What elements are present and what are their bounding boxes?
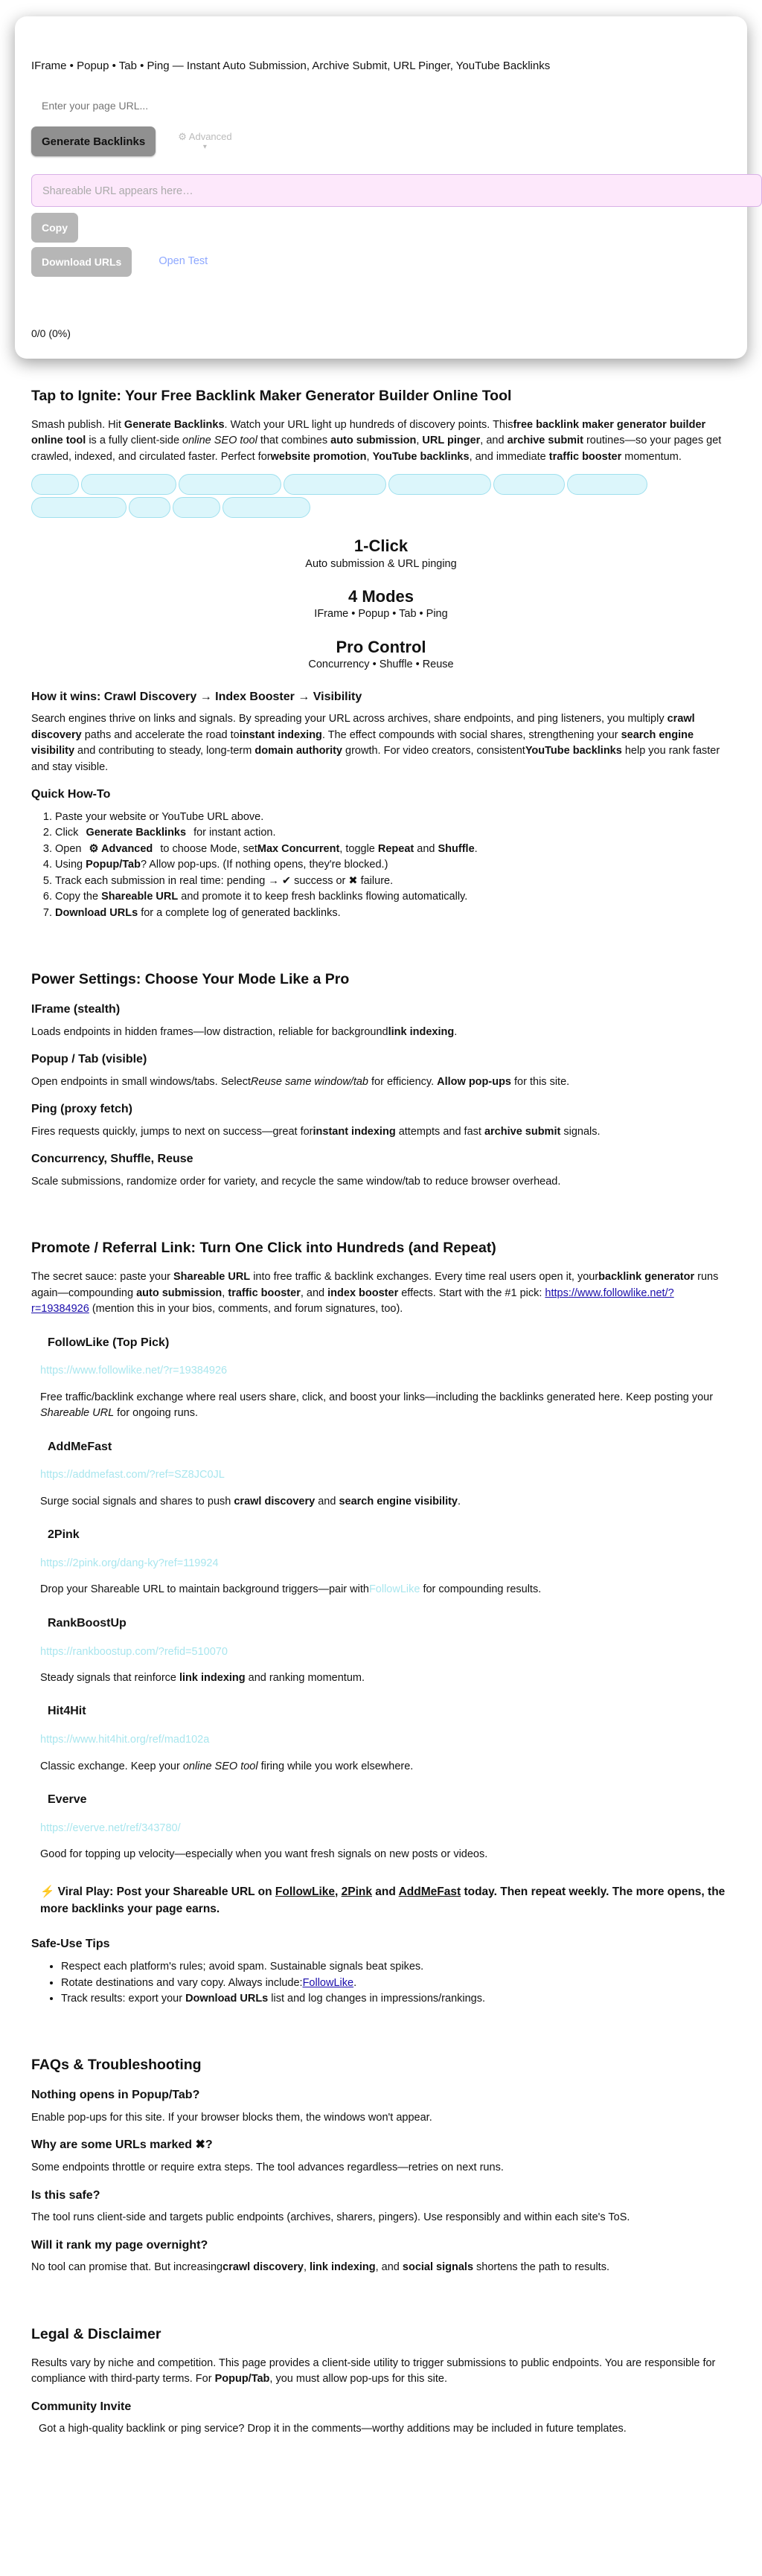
copy-button[interactable]: Copy: [31, 213, 78, 243]
download-urls-button[interactable]: Download URLs: [31, 247, 132, 277]
list-item: • Track results: export your Download URLs list and log changes in impressions/rankings.: [61, 1991, 731, 2007]
stat-title: 4 Modes: [348, 587, 414, 606]
faq-question: Is this safe?: [31, 2188, 100, 2202]
popup-paragraph: Open endpoints in small windows/tabs. SelectReuse same window/tab for efficiency. Allow pop-ups for this site.: [31, 1075, 570, 1088]
faq-answer: Enable pop-ups for this site. If your browser blocks them, the windows won't appear.: [31, 2112, 432, 2124]
advanced-label: ⚙ Advanced: [178, 131, 232, 143]
site-name: AddMeFast: [48, 1440, 112, 1453]
stat-subtitle: Concurrency • Shuffle • Reuse: [308, 659, 454, 671]
faq-question: Nothing opens in Popup/Tab?: [31, 2089, 200, 2102]
endpoint-pill: [129, 497, 170, 518]
site-addmefast: [31, 1438, 731, 1510]
endpoint-pill: [567, 474, 647, 495]
howto-list: [55, 810, 731, 921]
faq-section: [31, 2054, 731, 2275]
site-link[interactable]: https://www.followlike.net/?r=19384926: [40, 1365, 228, 1377]
endpoint-pill: [493, 474, 565, 495]
followlike-link[interactable]: FollowLike: [302, 1976, 354, 1989]
site-followlike: [31, 1334, 731, 1422]
site-description: Free traffic/backlink exchange where real users share, click, and boost your links—including the backlinks generated here. Keep posting your Shareable URL for ongoing runs.: [40, 1391, 714, 1420]
site-description: Surge social signals and shares to push crawl discovery and search engine visibility.: [40, 1495, 461, 1508]
endpoint-pill: [31, 497, 127, 518]
followlike-link[interactable]: FollowLike: [275, 1885, 335, 1898]
stat-subtitle: IFrame • Popup • Tab • Ping: [314, 608, 448, 621]
list-item: 6. Copy the Shareable URL and promote it to keep fresh backlinks flowing automatically.: [55, 889, 731, 905]
open-test-link[interactable]: Open Test: [159, 255, 208, 268]
advanced-toggle[interactable]: [178, 131, 231, 152]
legal-section: [31, 2324, 731, 2438]
legal-heading: Legal & Disclaimer: [31, 2325, 161, 2342]
site-link[interactable]: https://addmefast.com/?ref=SZ8JC0JL: [40, 1469, 225, 1481]
site-link[interactable]: https://www.hit4hit.org/ref/mad102a: [40, 1734, 210, 1746]
promo-paragraph: The secret sauce: paste your Shareable URL into free traffic & backlink exchanges. Every time real users open it, yourbacklink generator runs again—compounding auto submission, traffic booster, and index booster effects. Start with the #1 pick: https://www.followlike.net/?r=19384926 (mention this in your bios, comments, and forum signatures, too).: [31, 1271, 719, 1316]
intro-section: [31, 385, 731, 520]
legal-paragraph: Results vary by niche and competition. This page provides a client-side utility to trigger submissions to public endpoints. You are responsible for compliance with third-party terms. For Popup/Tab, you must allow pop-ups for this site.: [31, 2356, 716, 2386]
tool-panel: [15, 16, 747, 359]
endpoint-pills: [31, 474, 731, 520]
intro-heading: Tap to Ignite: Your Free Backlink Maker Generator Builder Online Tool: [31, 388, 512, 404]
2pink-link[interactable]: 2Pink: [341, 1885, 372, 1898]
safe-heading: Safe-Use Tips: [31, 1938, 110, 1951]
how-heading: How it wins: Crawl Discovery → Index Booster → Visibility: [31, 690, 362, 703]
list-item: 7. Download URLs for a complete log of generated backlinks.: [55, 906, 731, 921]
stat-title: Pro Control: [336, 637, 426, 656]
list-item: • Respect each platform's rules; avoid spam. Sustainable signals beat spikes.: [61, 1959, 731, 1975]
list-item: 3. Open ⚙ Advanced to choose Mode, setMax Concurrent, toggle Repeat and Shuffle.: [55, 842, 731, 857]
site-description: Steady signals that reinforce link indexing and ranking momentum.: [40, 1671, 365, 1684]
site-hit4hit: [31, 1702, 731, 1775]
followlike-inline-link[interactable]: FollowLike: [368, 1583, 420, 1596]
howto-heading: Quick How-To: [31, 788, 111, 801]
ping-paragraph: Fires requests quickly, jumps to next on success—great forinstant indexing attempts and fast archive submit signals.: [31, 1125, 601, 1138]
ping-heading: Ping (proxy fetch): [31, 1103, 133, 1116]
faq-question: Will it rank my page overnight?: [31, 2238, 208, 2252]
stat-subtitle: Auto submission & URL pinging: [305, 557, 457, 570]
concurrency-paragraph: Scale submissions, randomize order for variety, and recycle the same window/tab to reduce browser overhead.: [31, 1175, 561, 1188]
site-name: 2Pink: [48, 1528, 80, 1542]
site-description: Classic exchange. Keep your online SEO tool firing while you work elsewhere.: [40, 1760, 414, 1772]
stat-title: 1-Click: [353, 536, 409, 556]
tool-title: IFrame • Popup • Tab • Ping — Instant Auto Submission, Archive Submit, URL Pinger, YouTube Backlinks: [31, 60, 551, 72]
site-name: Everve: [48, 1793, 87, 1806]
faq-answer: The tool runs client-side and targets public endpoints (archives, sharers, pingers). Use responsibly and within each site's ToS.: [31, 2211, 630, 2224]
power-section: [31, 969, 731, 1190]
endpoint-pill: [173, 497, 220, 518]
list-item: 2. Click Generate Backlinks for instant action.: [55, 825, 731, 841]
list-item: 4. Using Popup/Tab? Allow pop-ups. (If nothing opens, they're blocked.): [55, 857, 731, 873]
popup-heading: Popup / Tab (visible): [31, 1053, 147, 1066]
endpoint-pill: [284, 474, 386, 495]
concurrency-heading: Concurrency, Shuffle, Reuse: [31, 1153, 193, 1166]
faq-heading: FAQs & Troubleshooting: [31, 2057, 202, 2074]
list-item: 1. Paste your website or YouTube URL above.: [55, 810, 731, 825]
site-link[interactable]: https://rankboostup.com/?refid=510070: [40, 1645, 228, 1658]
faq-question: Why are some URLs marked ✖?: [31, 2138, 213, 2152]
faq-answer: Some endpoints throttle or require extra steps. The tool advances regardless—retries on next runs.: [31, 2162, 504, 2174]
shareable-url-field[interactable]: Shareable URL appears here…: [31, 174, 762, 207]
site-link[interactable]: https://2pink.org/dang-ky?ref=119924: [40, 1557, 219, 1569]
followlike-referral-link[interactable]: https://www.followlike.net/?r=19384926: [31, 1287, 674, 1316]
stats-section: [31, 536, 731, 673]
list-item: 5. Track each submission in real time: pending → ✔ success or ✖ failure.: [55, 874, 731, 889]
addmefast-link[interactable]: AddMeFast: [398, 1885, 461, 1898]
generate-backlinks-button[interactable]: Generate Backlinks: [31, 126, 156, 156]
progress-readout: 0/0 (0%): [31, 327, 71, 340]
chevron-down-icon: ▾: [202, 142, 207, 151]
endpoint-pill: [388, 474, 491, 495]
how-section: [31, 688, 731, 921]
endpoint-pill: [222, 497, 310, 518]
promo-section: [31, 1237, 731, 2007]
promo-heading: Promote / Referral Link: Turn One Click into Hundreds (and Repeat): [31, 1240, 496, 1257]
endpoint-pill: [31, 474, 79, 495]
site-rankboostup: [31, 1615, 731, 1687]
community-paragraph: Got a high-quality backlink or ping service? Drop it in the comments—worthy additions may be included in future templates.: [39, 2423, 627, 2435]
url-input[interactable]: [31, 91, 359, 121]
endpoint-pill: [179, 474, 281, 495]
community-heading: Community Invite: [31, 2400, 132, 2413]
safe-list: [61, 1959, 731, 2007]
site-description: Good for topping up velocity—especially when you want fresh signals on new posts or videos.: [40, 1848, 488, 1861]
intro-paragraph: Smash publish. Hit Generate Backlinks. Watch your URL light up hundreds of discovery points. Thisfree backlink maker generator builder online tool is a fully client-side online SEO tool that combines auto submission, URL pinger, and archive submit routines—so your pages get crawled, indexed, and circulated faster. Perfect forwebsite promotion, YouTube backlinks, and immediate traffic booster momentum.: [31, 418, 722, 463]
site-everve: [31, 1791, 731, 1863]
site-name: FollowLike (Top Pick): [48, 1336, 170, 1349]
power-heading: Power Settings: Choose Your Mode Like a Pro: [31, 971, 350, 988]
iframe-paragraph: Loads endpoints in hidden frames—low distraction, reliable for backgroundlink indexing.: [31, 1025, 458, 1038]
faq-answer: No tool can promise that. But increasingcrawl discovery, link indexing, and social signals shortens the path to results.: [31, 2261, 609, 2274]
site-2pink: [31, 1526, 731, 1598]
how-paragraph: Search engines thrive on links and signals. By spreading your URL across archives, share endpoints, and ping listeners, you multiply crawl discovery paths and accelerate the road toinstant indexing. The effect compounds with social shares, strengthening your search engine visibility and contributing to steady, long-term domain authority growth. For video creators, consistentYouTube backlinks help you rank faster and stay visible.: [31, 713, 720, 773]
iframe-heading: IFrame (stealth): [31, 1002, 121, 1016]
list-item: • Rotate destinations and vary copy. Always include:FollowLike.: [61, 1976, 731, 1991]
site-name: RankBoostUp: [48, 1616, 127, 1630]
site-description: Drop your Shareable URL to maintain background triggers—pair withFollowLike for compounding results.: [40, 1583, 542, 1596]
site-name: Hit4Hit: [48, 1705, 86, 1718]
endpoint-pill: [81, 474, 176, 495]
site-link[interactable]: https://everve.net/ref/343780/: [40, 1822, 181, 1834]
viral-play-callout: ⚡ Viral Play: Post your Shareable URL on FollowLike, 2Pink and AddMeFast today. Then repeat weekly. The more opens, the more backlinks your page earns.: [40, 1885, 726, 1915]
